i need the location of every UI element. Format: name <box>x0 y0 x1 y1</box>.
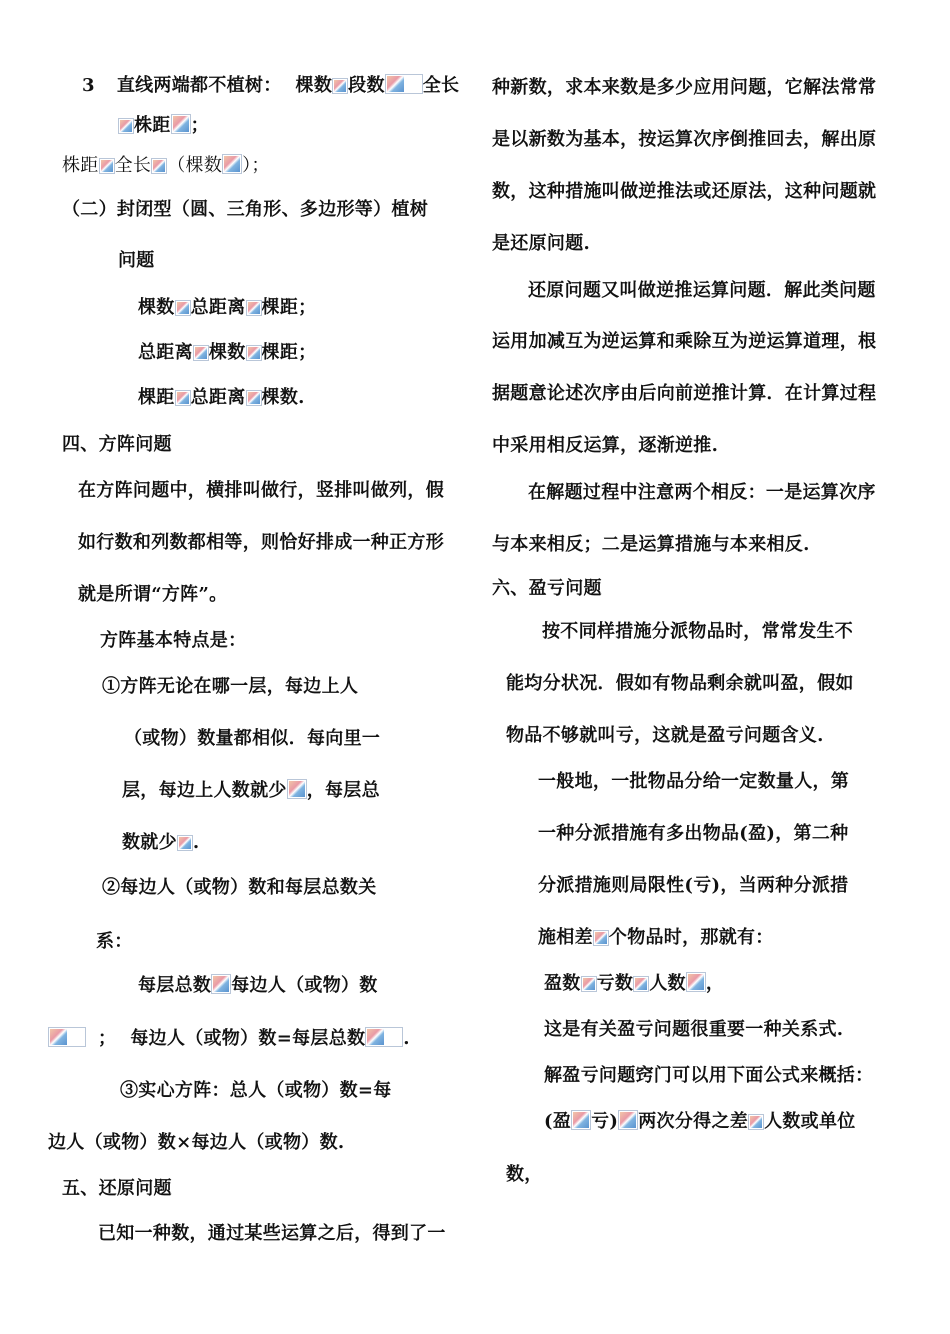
text-line: ②每边人（或物）数和每层总数关 <box>102 877 377 898</box>
text-line: 层，每边上人数就少 ，每层总 <box>122 780 380 801</box>
text-line: 在解题过程中注意两个相反：一是运算次序 <box>528 482 876 503</box>
text-line: 在方阵问题中，横排叫做行，竖排叫做列，假 <box>78 480 444 501</box>
formula-image-icon <box>633 976 649 992</box>
text-line: ①方阵无论在哪一层，每边上人 <box>102 676 359 697</box>
formula-image-icon <box>581 976 597 992</box>
text-line: 数， <box>506 1164 543 1185</box>
text-line: 一种分派措施有多出物品(盈)，第二种 <box>538 823 849 844</box>
formula-image-icon <box>246 390 262 406</box>
formula-image-icon <box>748 1114 764 1130</box>
right-column <box>480 0 950 1334</box>
text-line: （二）封闭型（圆、三角形、多边形等）植树 <box>62 199 428 220</box>
formula-line: 棵数 总距离 棵距； <box>138 297 317 318</box>
formula-line: 每层总数 每边人（或物）数 <box>138 975 378 996</box>
text-line: 边人（或物）数×每边人（或物）数. <box>48 1132 345 1153</box>
formula-image-icon <box>211 974 231 994</box>
formula-image-icon <box>571 1110 591 1130</box>
section-heading: 六、盈亏问题 <box>492 578 602 599</box>
formula-image-icon <box>99 158 115 174</box>
formula-image-icon <box>246 300 262 316</box>
formula-image-icon <box>618 1110 638 1130</box>
text-line: 还原问题又叫做逆推运算问题．解此类问题 <box>528 280 876 301</box>
formula-line: 总距离 棵数 棵距； <box>138 342 317 363</box>
formula-image-icon <box>175 300 191 316</box>
text-line: （或物）数量都相似．每向里一 <box>124 728 381 749</box>
text-line: 解盈亏问题窍门可以用下面公式来概括： <box>544 1065 874 1086</box>
formula-image-icon <box>118 118 134 134</box>
text-line: 株距 全长 （棵数 ）； <box>62 155 270 176</box>
formula-image-icon <box>365 1027 403 1047</box>
text-line: 系： <box>96 931 133 952</box>
section-heading: 五、还原问题 <box>62 1178 172 1199</box>
formula-line: ； 每边人（或物）数=每层总数 . <box>48 1027 410 1051</box>
text-line: 施相差 个物品时，那就有： <box>538 927 774 948</box>
text-line: 中采用相反运算，逐渐逆推. <box>492 435 719 456</box>
text-line: 按不同样措施分派物品时，常常发生不 <box>542 621 854 642</box>
formula-image-icon <box>48 1027 86 1047</box>
formula-image-icon <box>593 930 609 946</box>
text-line: 已知一种数，通过某些运算之后，得到了一 <box>98 1223 446 1244</box>
text-line: 问题 <box>118 250 155 271</box>
text-line: 数就少 . <box>122 832 200 853</box>
formula-line: 盈数 亏数 人数 ， <box>544 973 725 994</box>
text-line: 一般地，一批物品分给一定数量人，第 <box>538 771 850 792</box>
formula-image-icon <box>686 972 706 992</box>
formula-image-icon <box>171 114 191 134</box>
text-line: 是还原问题. <box>492 233 591 254</box>
text-line: 是以新数为基本，按运算次序倒推回去，解出原 <box>492 129 877 150</box>
text-line: 如行数和列数都相等，则恰好排成一种正方形 <box>78 532 444 553</box>
formula-image-icon <box>222 154 242 174</box>
text-line: 种新数，求本来数是多少应用问题，它解法常常 <box>492 77 877 98</box>
formula-image-icon <box>246 345 262 361</box>
text-line: 就是所谓“方阵”。 <box>78 584 228 605</box>
text-line: 据题意论述次序由后向前逆推计算．在计算过程 <box>492 383 877 404</box>
text-line: 方阵基本特点是： <box>100 630 247 651</box>
formula-image-icon <box>385 74 423 94</box>
section-heading: 四、方阵问题 <box>62 434 172 455</box>
formula-line: (盈 亏) 两次分得之差 人数或单位 <box>544 1111 856 1132</box>
formula-image-icon <box>332 78 348 94</box>
text-line: 分派措施则局限性(亏)，当两种分派措 <box>538 875 849 896</box>
left-column <box>0 0 470 1334</box>
text-line: 能均分状况．假如有物品剩余就叫盈，假如 <box>506 673 854 694</box>
text-line: 株距 ； <box>118 114 209 138</box>
text-line: 运用加减互为逆运算和乘除互为逆运算道理，根 <box>492 331 877 352</box>
formula-image-icon <box>287 779 307 799</box>
text-line: 物品不够就叫亏，这就是盈亏问题含义. <box>506 725 824 746</box>
text-line: 数，这种措施叫做逆推法或还原法，这种问题就 <box>492 181 877 202</box>
formula-image-icon <box>177 835 193 851</box>
formula-line: 棵距 总距离 棵数. <box>138 387 305 408</box>
formula-image-icon <box>151 158 167 174</box>
text-line: 这是有关盈亏问题很重要一种关系式. <box>544 1019 844 1040</box>
text-line: ③实心方阵：总人（或物）数=每 <box>120 1080 392 1101</box>
text-line: 3 直线两端都不植树： 棵数 段数 全长 <box>82 75 460 96</box>
formula-image-icon <box>193 345 209 361</box>
formula-image-icon <box>175 390 191 406</box>
text-line: 与本来相反；二是运算措施与本来相反. <box>492 534 810 555</box>
